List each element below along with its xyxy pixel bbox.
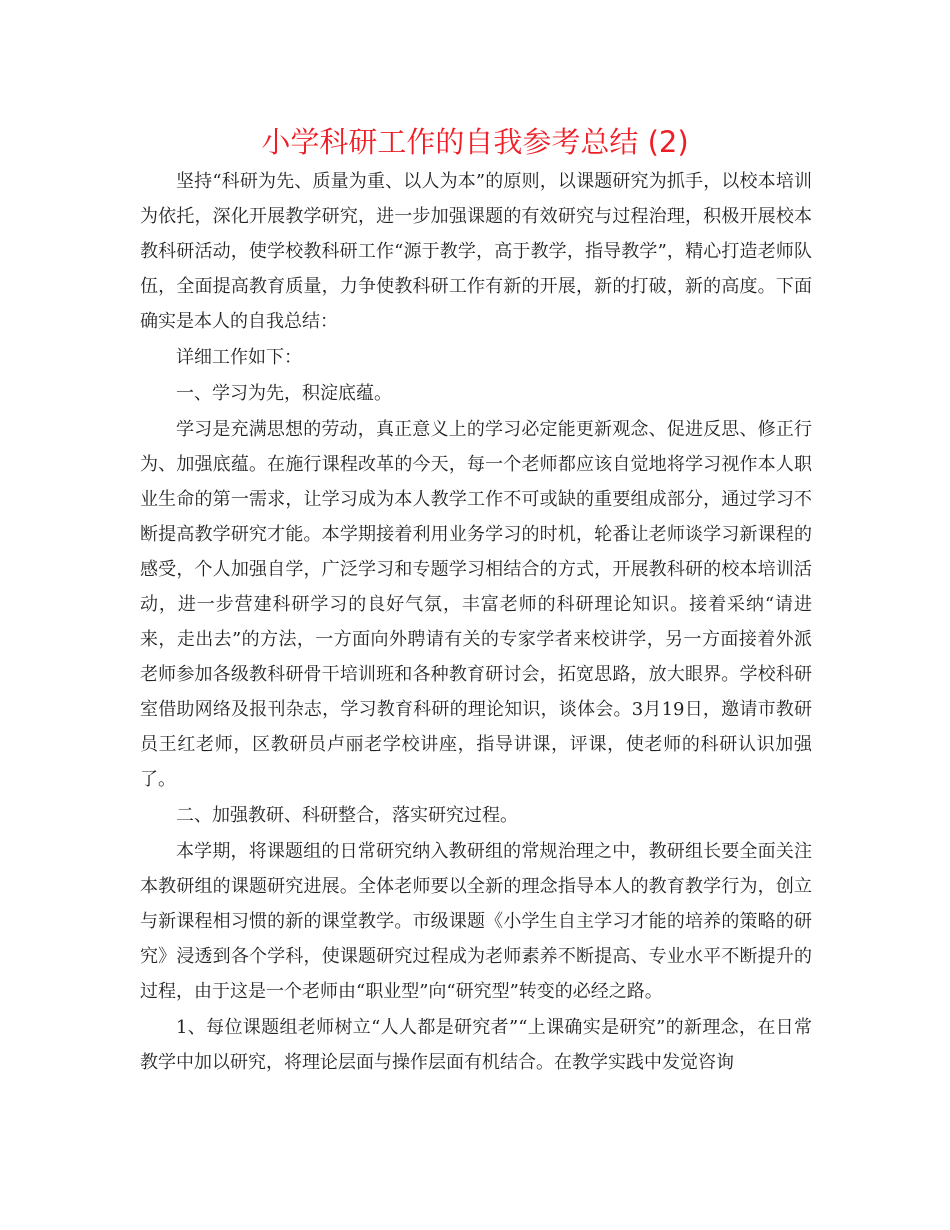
section-heading-1: 一、学习为先，积淀底蕴。 xyxy=(176,383,392,404)
work-intro-line: 详细工作如下： xyxy=(176,347,302,368)
list-item-1-paragraph: 1、每位课题组老师树立“人人都是研究者”“上课确实是研究”的新理念，在日常教学中加以研究，将理论层面与操作层面有机结合。在教学实践中发觉咨询 xyxy=(140,1017,812,1073)
section-2-paragraph: 本学期，将课题组的日常研究纳入教研组的常规治理之中，教研组长要全面关注本教研组的课题研究进展。全体老师要以全新的理念指导本人的教育教学行为，创立与新课程相习惯的新的课堂教学。市级课题《小学生自主学习才能的培养的策略的研究》浸透到各个学科，使课题研究过程成为老师素养不断提高、专业水平不断提升的过程，由于这是一个老师由“职业型”向“研究型”转变的必经之路。 xyxy=(140,841,812,1002)
section-heading-2: 二、加强教研、科研整合，落实研究过程。 xyxy=(176,805,518,826)
document-body xyxy=(140,164,812,1081)
section-1-paragraph: 学习是充满思想的劳动，真正意义上的学习必定能更新观念、促进反思、修正行为、加强底蕴。在施行课程改革的今天，每一个老师都应该自觉地将学习视作本人职业生命的第一需求，让学习成为本人教学工作不可或缺的重要组成部分，通过学习不断提高教学研究才能。本学期接着利用业务学习的时机，轮番让老师谈学习新课程的感受，个人加强自学，广泛学习和专题学习相结合的方式，开展教科研的校本培训活动，进一步营建科研学习的良好气氛，丰富老师的科研理论知识。接着采纳“请进来，走出去”的方法，一方面向外聘请有关的专家学者来校讲学，另一方面接着外派老师参加各级教科研骨干培训班和各种教育研讨会，拓宽思路，放大眼界。学校科研室借助网络及报刊杂志，学习教育科研的理论知识，谈体会。3月19日，邀请市教研员王红老师，区教研员卢丽老学校讲座，指导讲课，评课，使老师的科研认识加强了。 xyxy=(140,419,812,790)
intro-paragraph: 坚持“科研为先、质量为重、以人为本”的原则，以课题研究为抓手，以校本培训为依托，深化开展教学研究，进一步加强课题的有效研究与过程治理，积极开展校本教科研活动，使学校教科研工作“源于教学，高于教学，指导教学”，精心打造老师队伍，全面提高教育质量，力争使教科研工作有新的开展，新的打破，新的高度。下面确实是本人的自我总结： xyxy=(140,171,812,332)
document-title: 小学科研工作的自我参考总结 (2) xyxy=(261,125,689,159)
